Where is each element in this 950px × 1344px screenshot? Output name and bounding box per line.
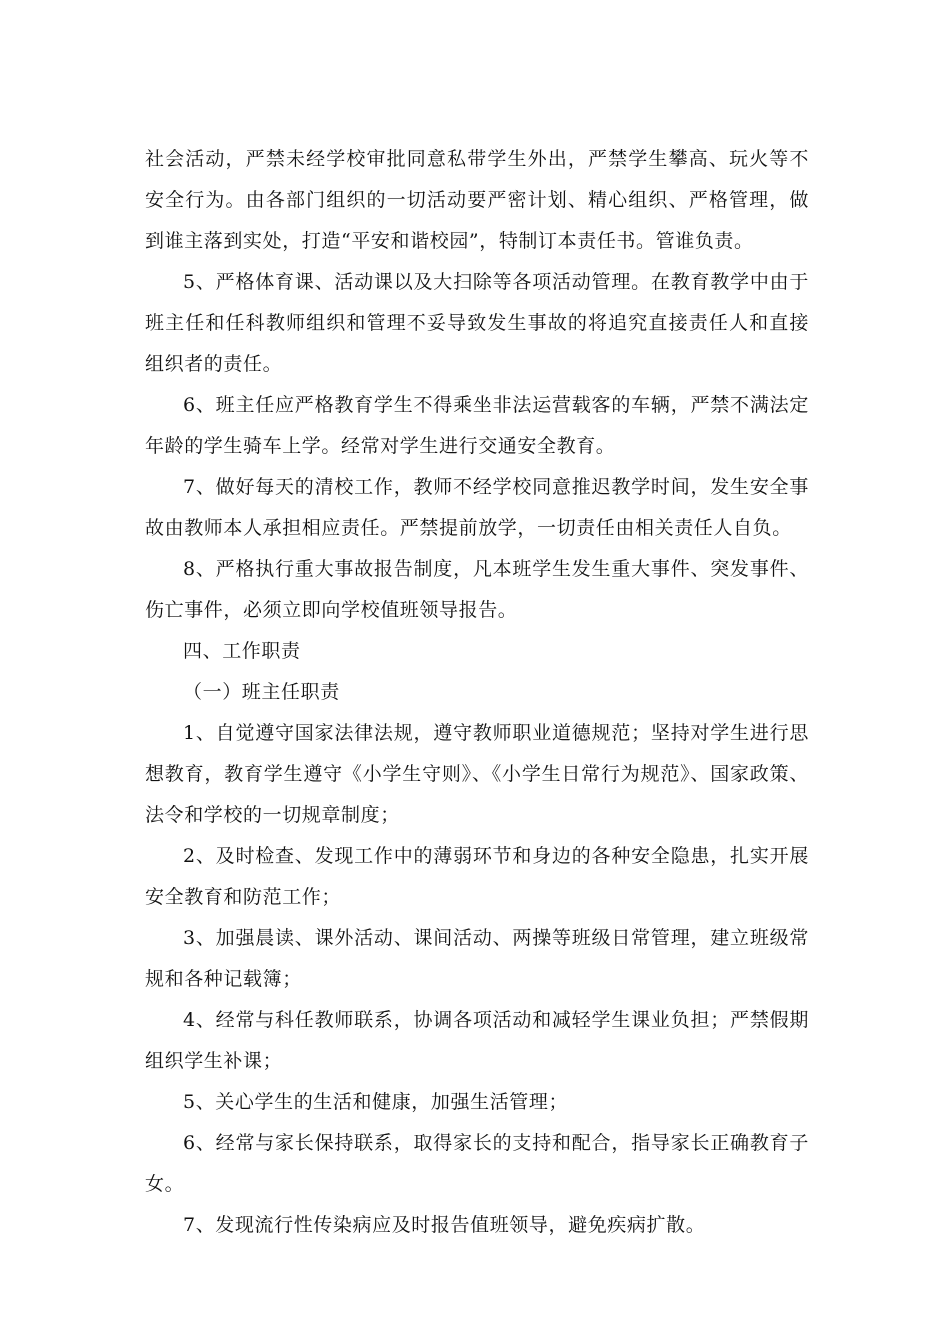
paragraph-item-8: 8、严格执行重大事故报告制度，凡本班学生发生重大事件、突发事件、伤亡事件，必须立即向学校值班领导报告。 [145,558,809,621]
subsection-heading: （一）班主任职责 [183,681,340,703]
section-heading: 四、工作职责 [183,640,301,662]
paragraph-item-5: 5、严格体育课、活动课以及大扫除等各项活动管理。在教育教学中由于班主任和任科教师组织和管理不妥导致发生事故的将追究直接责任人和直接组织者的责任。 [145,271,809,375]
duty-item-6: 6、经常与家长保持联系，取得家长的支持和配合，指导家长正确教育子女。 [145,1132,809,1195]
paragraph-item-6: 6、班主任应严格教育学生不得乘坐非法运营载客的车辆，严禁不满法定年龄的学生骑车上学。经常对学生进行交通安全教育。 [145,394,809,457]
paragraph-item-7: 7、做好每天的清校工作，教师不经学校同意推迟教学时间，发生安全事故由教师本人承担相应责任。严禁提前放学，一切责任由相关责任人自负。 [145,476,809,539]
document-page [145,139,809,1246]
duty-item-3: 3、加强晨读、课外活动、课间活动、两操等班级日常管理，建立班级常规和各种记载簿； [145,927,809,990]
duty-item-1: 1、自觉遵守国家法律法规，遵守教师职业道德规范；坚持对学生进行思想教育，教育学生遵守《小学生守则》、《小学生日常行为规范》、国家政策、法令和学校的一切规章制度； [145,722,809,826]
duty-item-4: 4、经常与科任教师联系，协调各项活动和减轻学生课业负担；严禁假期组织学生补课； [145,1009,809,1072]
duty-item-7: 7、发现流行性传染病应及时报告值班领导，避免疾病扩散。 [183,1214,706,1236]
duty-item-2: 2、及时检查、发现工作中的薄弱环节和身边的各种安全隐患，扎实开展安全教育和防范工作； [145,845,809,908]
paragraph-continuation: 社会活动，严禁未经学校审批同意私带学生外出，严禁学生攀高、玩火等不安全行为。由各部门组织的一切活动要严密计划、精心组织、严格管理，做到谁主落到实处，打造“平安和谐校园”，特制订本责任书。管谁负责。 [145,148,809,252]
duty-item-5: 5、关心学生的生活和健康，加强生活管理； [183,1091,569,1113]
